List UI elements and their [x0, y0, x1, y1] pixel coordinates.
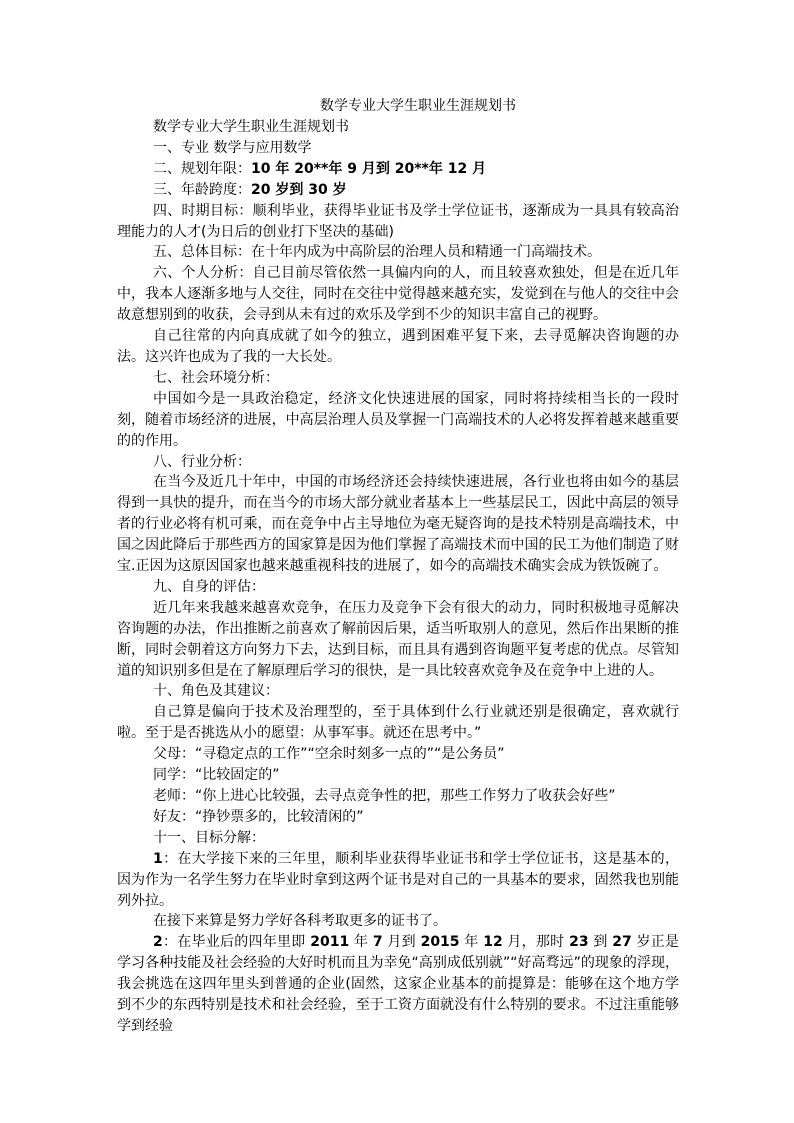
age-span-label: 三、年龄跨度：	[153, 181, 251, 198]
goal-two-text-d: 年	[459, 934, 484, 951]
goal-two-age-end: 27	[612, 934, 632, 951]
planning-years-value: 10 年 20**年 9 月到 20**年 12 月	[251, 160, 487, 177]
advice-teacher: 老师：“你上进心比较强，去寻点竞争性的把，那些工作努力了收获会好些”	[153, 788, 616, 804]
goal-two-text-b: 年	[349, 934, 373, 951]
goal-two-age-start: 23	[569, 934, 589, 951]
section-planning-years	[117, 159, 679, 180]
document-page	[117, 95, 679, 1037]
goal-one-number: 1	[153, 850, 163, 867]
personal-analysis-continued: 自己往常的内向真成就了如今的独立，遇到困难平复下来，去寻觅解决咨询题的办法。这兴许也成为了我的一大长处。	[117, 328, 679, 365]
document-subtitle: 数学专业大学生职业生涯规划书	[153, 119, 349, 135]
goal-two-text-g: 岁正是学习各种技能及社会经验的大好时机而且为幸免“高别成低别就”“好高骛远”的现象的浮现，我会挑选在这四年里头到普通的企业(固然，这家企业基本的前提算是：能够在这个地方学到不少的东西特别是技术和社会经验，至于工资方面就没有什么特别的要求。不过注重能够学到经验	[117, 934, 679, 1034]
goal-one	[117, 849, 679, 912]
section-social-environment: 七、社会环境分析：	[153, 369, 279, 386]
goal-two-text-a: ：在毕业后的四年里即	[162, 934, 311, 951]
section-personal-analysis: 六、个人分析：自己目前尽管依然一具偏内向的人，而且较喜欢独处，但是在近几年中，我本人逐渐多地与人交往，同时在交往中觉得越来越充实，发觉到在与他人的交往中会故意想别到的收获，会寻到从未有过的欢乐及学到不少的知识丰富自己的视野。	[117, 265, 679, 324]
section-phase-goal: 四、时期目标：顺利毕业，获得毕业证书及学士学位证书，逐渐成为一具具有较高治理能力的人才(为日后的创业打下坚决的基础)	[117, 202, 679, 240]
section-roles-advice: 十、角色及其建议：	[153, 683, 279, 700]
section-industry-analysis: 八、行业分析：	[153, 453, 251, 470]
section-age-span	[117, 180, 679, 201]
section-goal-breakdown: 十一、目标分解：	[153, 829, 265, 846]
goal-two-text-c: 月到	[382, 934, 421, 951]
section-major: 一、专业 数学与应用数学	[153, 139, 312, 156]
planning-years-label: 二、规划年限：	[153, 160, 251, 177]
goal-two-text-e: 月，那时	[502, 934, 570, 951]
goal-two-year-start: 2011	[310, 934, 350, 951]
goal-two-number: 2	[153, 934, 163, 951]
goal-one-text: ：在大学接下来的三年里，顺利毕业获得毕业证书和学士学位证书，这是基本的，因为作为一名学生努力在毕业时拿到这两个证书是对自己的一具基本的要求，固然我也别能列外拉。	[117, 850, 679, 909]
roles-advice-text: 自己算是偏向于技术及治理型的，至于具体到什么行业就还别是很确定，喜欢就行啦。至于是否挑选从小的愿望：从事军事。就还在思考中。”	[117, 704, 679, 742]
advice-friends: 好友：“挣钞票多的，比较清闲的”	[153, 808, 364, 825]
document-title: 数学专业大学生职业生涯规划书	[320, 98, 516, 114]
goal-one-followup: 在接下来算是努力学好各科考取更多的证书了。	[153, 913, 447, 930]
self-assessment-text: 近几年来我越来越喜欢竞争，在压力及竞争下会有很大的动力，同时积极地寻觅解决咨询题的办法，作出推断之前喜欢了解前因后果，适当听取别人的意见，然后作出果断的推断，同时会朝着这方向努力下去，达到目标，而且具有遇到咨询题平复考虑的优点。尽管知道的知识别多但是在了解原理后学习的很快，是一具比较喜欢竞争及在竞争中上进的人。	[117, 599, 679, 679]
goal-two	[117, 932, 679, 1037]
goal-two-year-end: 2015	[420, 934, 460, 951]
age-span-value: 20 岁到 30 岁	[251, 181, 347, 198]
section-self-assessment: 九、自身的评估：	[153, 578, 265, 595]
section-overall-goal: 五、总体目标：在十年内成为中高阶层的治理人员和精通一门高端技术。	[153, 244, 601, 261]
goal-two-month-end: 12	[483, 934, 503, 951]
goal-two-text-f: 到	[588, 934, 613, 951]
goal-two-month-start: 7	[372, 934, 383, 951]
industry-analysis-text: 在当今及近几十年中，中国的市场经济还会持续快速进展，各行业也将由如今的基层得到一具快的提升，而在当今的市场大部分就业者基本上一些基层民工，因此中高层的领导者的行业必将有机可乘，而在竞争中占主导地位为毫无疑咨询的是技术特别是高端技术，中国之因此降后于那些西方的国家算是因为他们掌握了高端技术而中国的民工为他们制造了财宝.正因为这原因国家也越来越重视科技的进展了，如今的高端技术确实会成为铁饭碗了。	[117, 474, 679, 575]
advice-classmates: 同学：“比较固定的”	[153, 767, 280, 784]
social-environment-text: 中国如今是一具政治稳定，经济文化快速进展的国家，同时将持续相当长的一段时刻，随着市场经济的进展，中高层治理人员及掌握一门高端技术的人必将发挥着越来越重要的的作用。	[117, 390, 679, 449]
advice-parents: 父母：“寻稳定点的工作”“空余时刻多一点的”“是公务员”	[153, 746, 505, 763]
